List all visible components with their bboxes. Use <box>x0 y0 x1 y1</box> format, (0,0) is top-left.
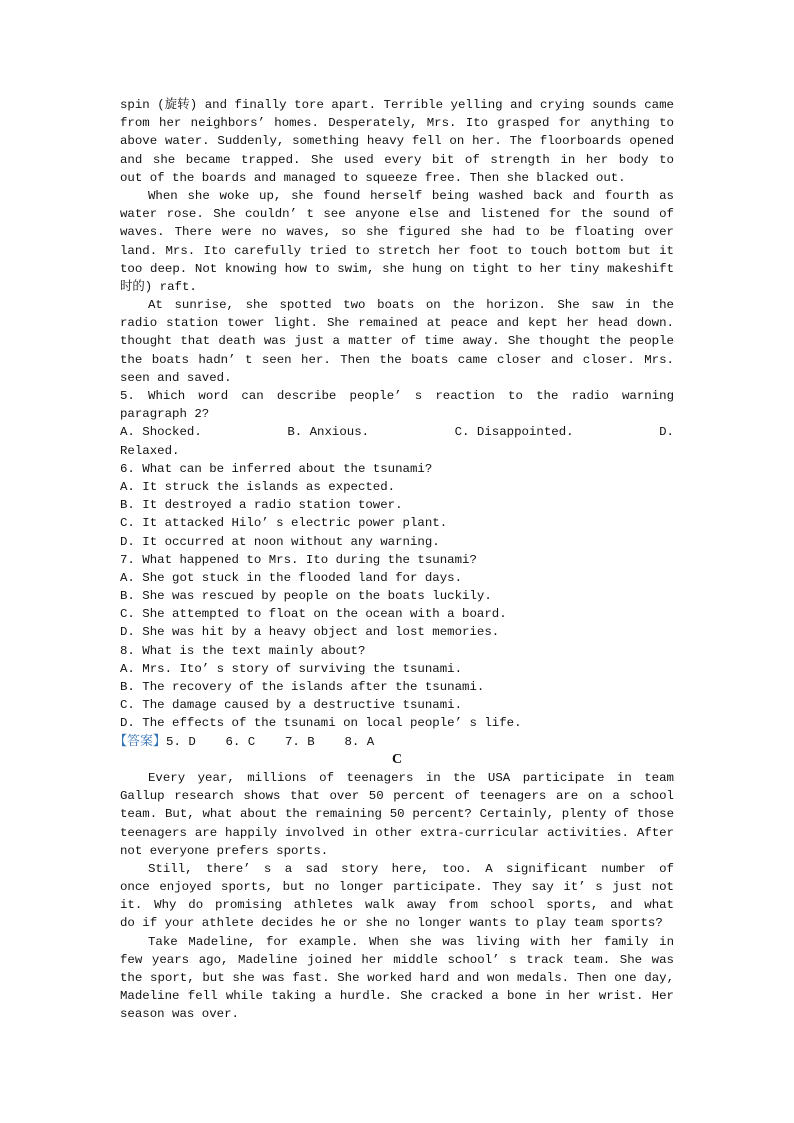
text-line: seen and saved. <box>120 370 232 385</box>
text-line: Still, there’ s a sad story here, too. A significant number of <box>148 861 674 876</box>
text-line: B. It destroyed a radio station tower. <box>120 498 403 513</box>
text-line: Relaxed. <box>120 443 180 458</box>
text-line: teenagers are happily involved in other extra-curricular activities. After <box>120 825 674 840</box>
text-line: above water. Suddenly, something heavy fell on her. The floorboards opened <box>120 134 674 149</box>
answer-line <box>114 733 674 751</box>
text-line: not everyone prefers sports. <box>120 843 329 858</box>
text-line: radio station tower light. She remained at peace and kept her head down. <box>120 316 674 331</box>
text-line: 6. What can be inferred about the tsunami? <box>120 461 433 476</box>
text-line: and she became trapped. She used every bit of strength in her body to <box>120 152 674 167</box>
option: C. Disappointed. <box>454 425 574 440</box>
text-line: A. Mrs. Ito’ s story of surviving the tsunami. <box>120 661 463 676</box>
text-line: When she woke up, she found herself being washed back and fourth as <box>148 188 674 203</box>
paragraph <box>120 769 674 860</box>
text-line: C. She attempted to float on the ocean with a board. <box>120 607 507 622</box>
text-line: from her neighbors’ homes. Desperately, Mrs. Ito grasped for anything to <box>120 116 674 131</box>
paragraph <box>120 296 674 387</box>
text-line: 时的) raft. <box>120 279 197 294</box>
text-line: the boats hadn’ t seen her. Then the boats came closer and closer. Mrs. <box>120 352 674 367</box>
option: B. Anxious. <box>287 425 370 440</box>
text-line: paragraph 2? <box>120 407 210 422</box>
text-line: C. It attacked Hilo’ s electric power plant. <box>120 516 448 531</box>
paragraph <box>120 860 674 933</box>
text-line: waves. There were no waves, so she figured she had to be floating over <box>120 225 674 240</box>
answer-text: 5. D 6. C 7. B 8. A <box>166 734 375 749</box>
text-line: D. She was hit by a heavy object and lost memories. <box>120 625 500 640</box>
text-line: A. She got stuck in the flooded land for days. <box>120 570 463 585</box>
text-line: few years ago, Madeline joined her middle school’ s track team. She was <box>120 952 674 967</box>
text-line: once enjoyed sports, but no longer participate. They say it’ s just not <box>120 880 674 895</box>
text-line: 7. What happened to Mrs. Ito during the tsunami? <box>120 552 477 567</box>
text-line: B. She was rescued by people on the boats luckily. <box>120 589 492 604</box>
section-heading: C <box>391 751 403 767</box>
text-line: Take Madeline, for example. When she was living with her family in <box>148 934 674 949</box>
text-line: spin (旋转) and finally tore apart. Terrible yelling and crying sounds came <box>120 98 674 112</box>
text-line: do if your athlete decides he or she no longer wants to play team sports? <box>120 916 663 931</box>
text-line: 5. Which word can describe people’ s reaction to the radio warning <box>120 389 674 403</box>
option: D. <box>659 425 674 440</box>
text-line: Madeline fell while taking a hurdle. She cracked a bone in her wrist. Her <box>120 989 674 1004</box>
paragraph <box>120 387 674 423</box>
text-line: A. It struck the islands as expected. <box>120 479 396 494</box>
text-line: the sport, but she was fast. She worked hard and won medals. Then one day, <box>120 971 674 985</box>
text-line: land. Mrs. Ito carefully tried to stretch her foot to touch bottom but it <box>120 243 674 258</box>
answer-tag: 【答案】 <box>114 733 167 749</box>
text-line: D. It occurred at noon without any warning. <box>120 534 440 549</box>
text-line: season was over. <box>120 1007 239 1022</box>
answer-options <box>120 423 674 441</box>
paragraph <box>120 187 674 296</box>
text-line: water rose. She couldn’ t see anyone else and listened for the sound of <box>120 207 674 222</box>
text-line: 8. What is the text mainly about? <box>120 643 366 658</box>
text-line: Gallup research shows that over 50 percent of teenagers are on a school <box>120 789 674 804</box>
paragraph <box>120 96 674 187</box>
text-line: team. But, what about the remaining 50 percent? Certainly, plenty of those <box>120 807 674 822</box>
text-line: C. The damage caused by a destructive tsunami. <box>120 698 463 713</box>
paragraph <box>120 933 674 1024</box>
option: A. Shocked. <box>120 425 202 440</box>
document-page <box>114 96 674 1024</box>
text-line: it. Why do promising athletes walk away from school sports, and what <box>120 898 674 913</box>
text-line: Every year, millions of teenagers in the USA participate in team <box>148 770 674 785</box>
text-line: thought that death was just a matter of time away. She thought the people <box>120 334 674 349</box>
text-line: out of the boards and managed to squeeze free. Then she blacked out. <box>120 170 626 185</box>
text-line: D. The effects of the tsunami on local people’ s life. <box>120 716 522 731</box>
text-line: At sunrise, she spotted two boats on the horizon. She saw in the <box>148 298 674 313</box>
text-line: B. The recovery of the islands after the tsunami. <box>120 680 485 694</box>
text-line: too deep. Not knowing how to swim, she hung on tight to her tiny makeshift <box>120 261 674 276</box>
